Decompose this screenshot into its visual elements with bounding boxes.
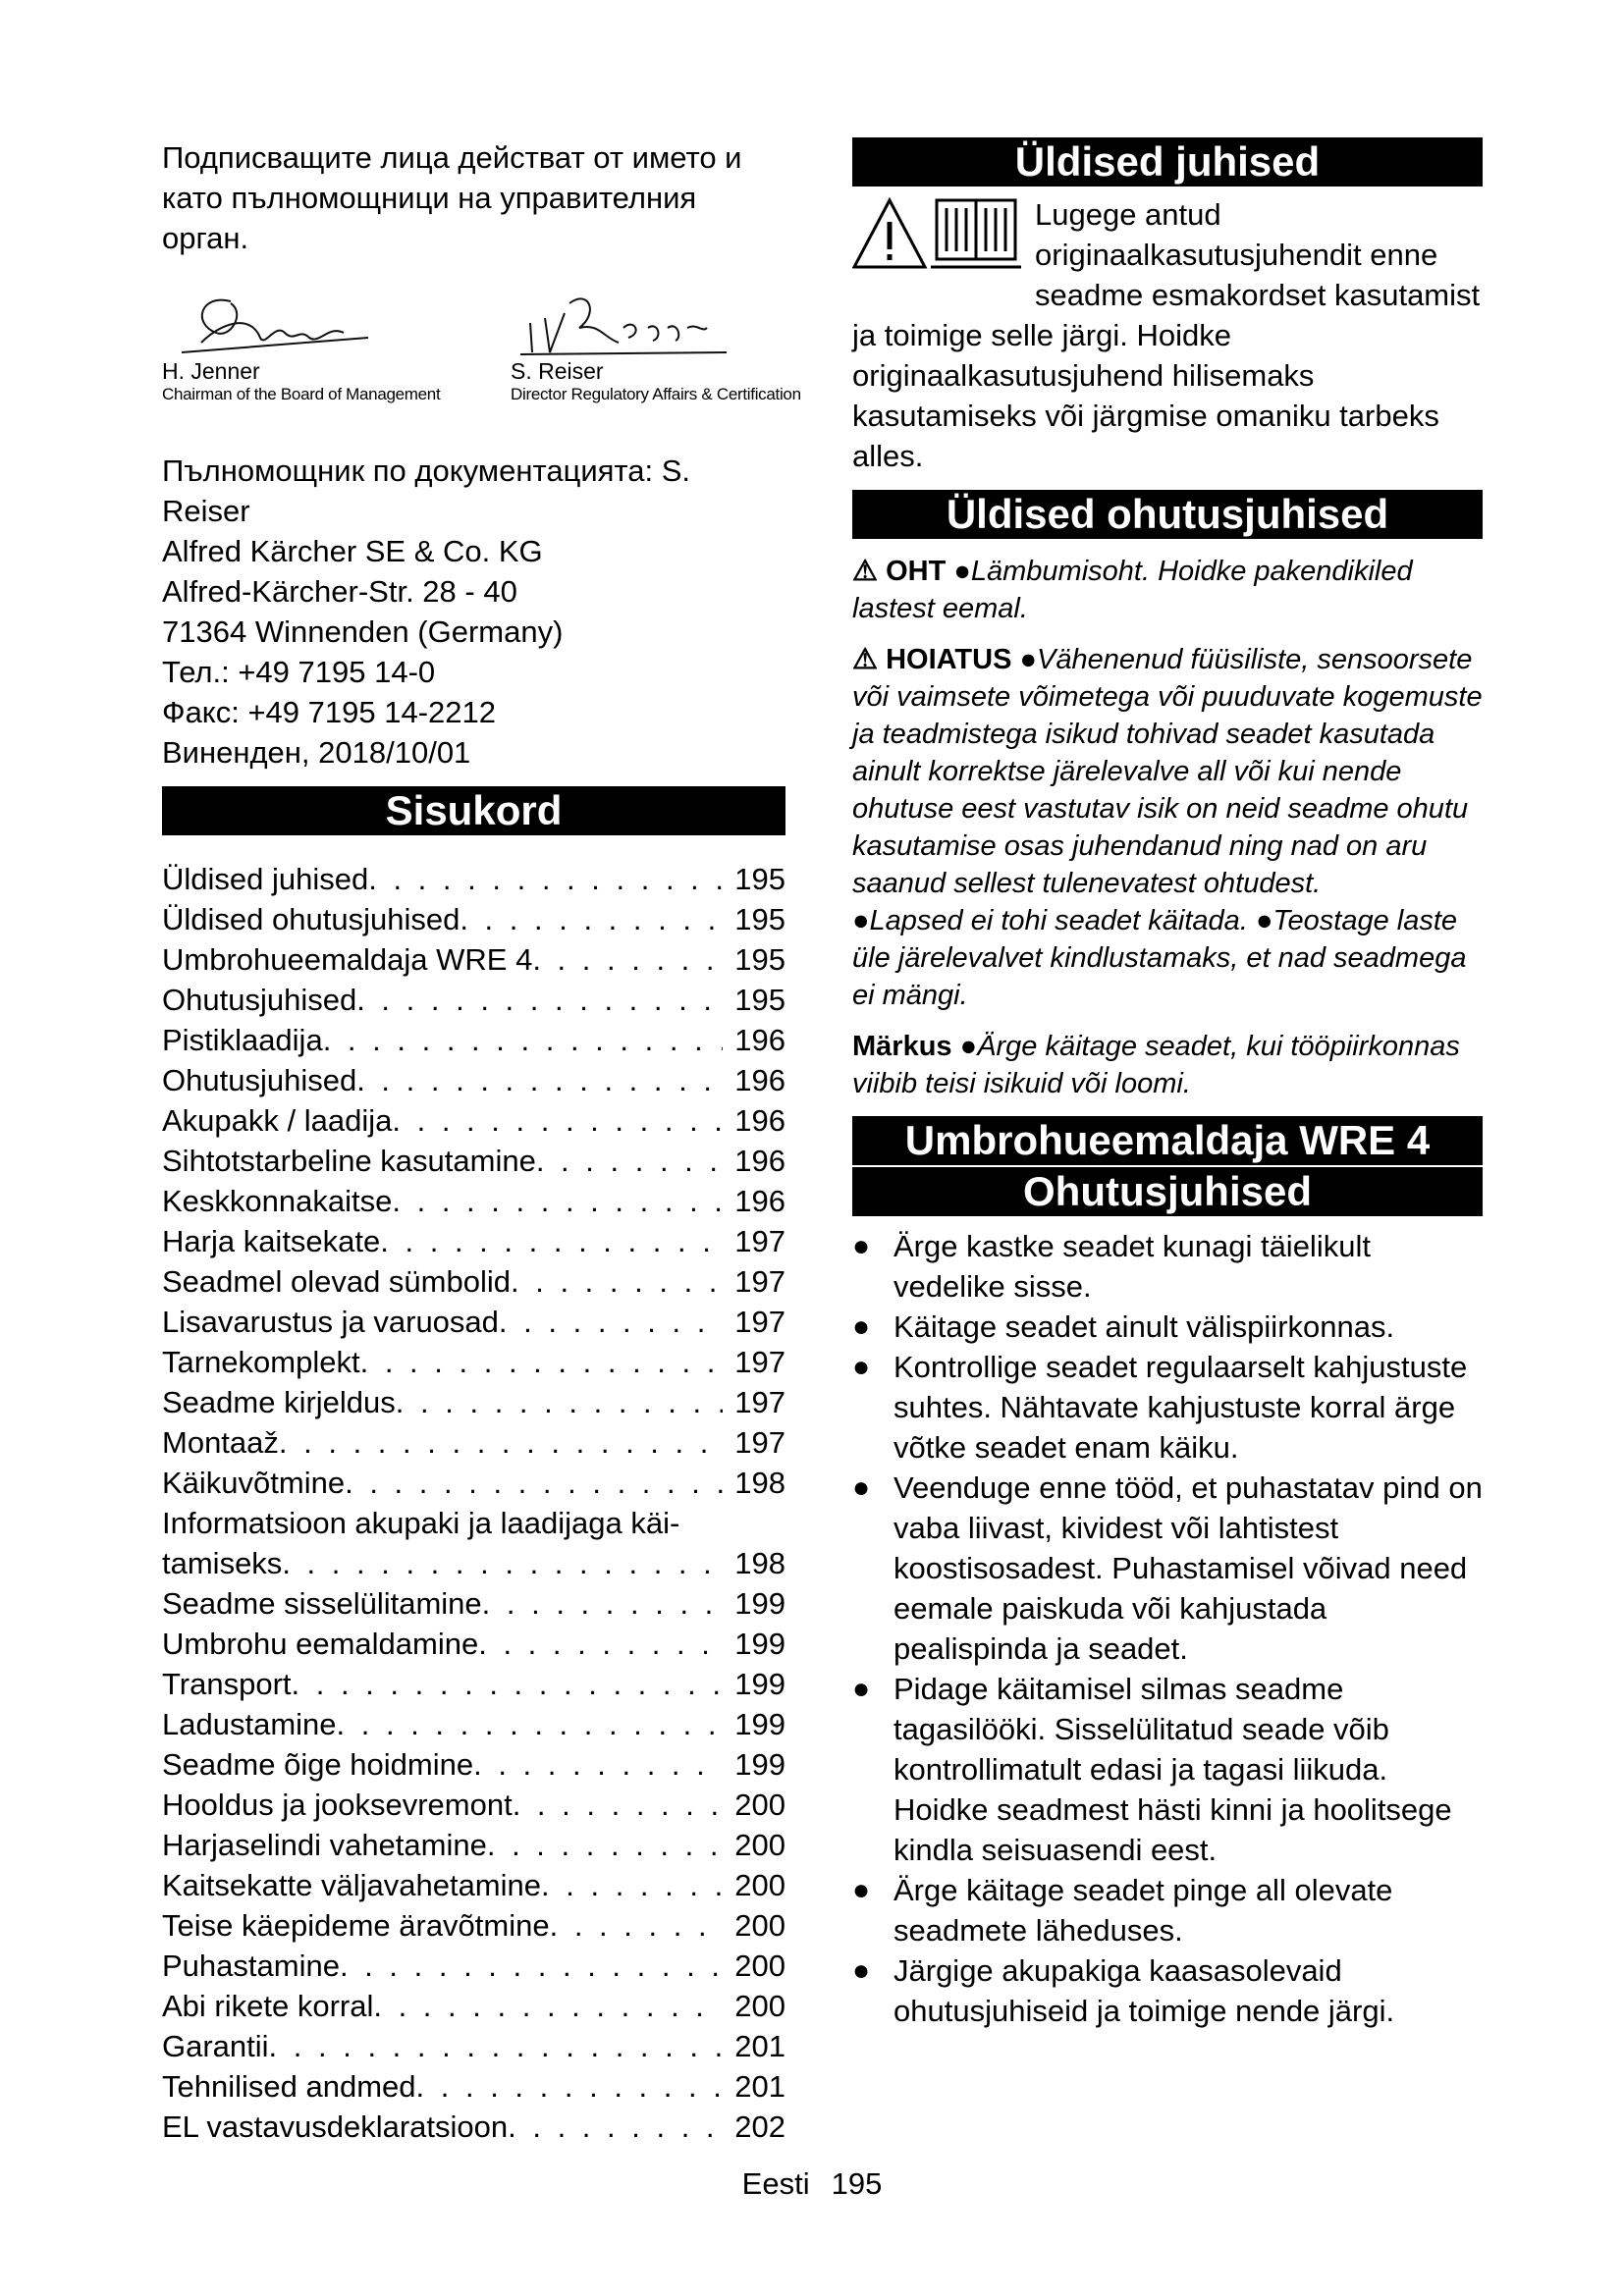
toc-entry[interactable]: Transport . . . 199 (162, 1664, 785, 1704)
general-instructions-heading: Üldised juhised (852, 137, 1483, 187)
signatory-title: Director Regulatory Affairs & Certification (511, 385, 801, 403)
bullet-icon: ● (852, 1673, 871, 1705)
list-item: ● Pidage käitamisel silmas seadme tagasilööki. Sisselülitatud seade võib kontrollimatult edasi ja tagasi liikuda. Hoidke seadmest hästi kinni ja hoolitsege kindla seisuasendi eest. (852, 1669, 1483, 1870)
warning-text-children: Lapsed ei tohi seadet käitada. (869, 905, 1248, 936)
bullet-icon: ● (852, 1954, 871, 1987)
handwritten-signature-jenner (162, 284, 398, 362)
bullet-icon: ● (852, 1351, 871, 1383)
list-item: ● Veenduge enne tööd, et puhastatav pind on vaba liivast, kividest või lahtistest koostisosadest. Puhastamisel võivad need eemale paiskuda või kahjustada pealispinda ja seadet. (852, 1468, 1483, 1669)
toc-entry[interactable]: Lisavarustus ja varuosad . . . 197 (162, 1302, 785, 1342)
warning-text-supervision: Teostage laste üle järelevalvet kindlustamaks, et nad seadmega ei mängi. (852, 905, 1467, 1011)
toc-entry[interactable]: Harja kaitsekate . . . 197 (162, 1221, 785, 1261)
toc-entry[interactable]: Sihtotstarbeline kasutamine . . . 196 (162, 1141, 785, 1181)
list-item: ● Ärge käitage seadet pinge all olevate seadmete läheduses. (852, 1870, 1483, 1950)
contact-line: 71364 Winnenden (Germany) (162, 614, 564, 649)
list-item: ● Järgige akupakiga kaasasolevaid ohutusjuhiseid ja toimige nende järgi. (852, 1950, 1483, 2031)
note-label: Märkus (852, 1031, 952, 1062)
general-instructions (852, 194, 1483, 476)
toc-entry[interactable]: EL vastavusdeklaratsioon . . . 202 (162, 2107, 785, 2147)
contact-line: Виненден, 2018/10/01 (162, 735, 471, 770)
warning-and-manual-icons (852, 194, 1029, 277)
toc-entry[interactable]: Pistiklaadija . . . 196 (162, 1020, 785, 1060)
list-item: ● Käitage seadet ainult välispiirkonnas. (852, 1307, 1483, 1347)
danger-text: Lämbumisoht. Hoidke pakendikiled lastest eemal. (852, 556, 1413, 624)
toc-entry[interactable]: Seadme kirjeldus . . . 197 (162, 1382, 785, 1422)
warning-text: Vähenenud füüsiliste, sensoorsete või vaimsete võimetega või puuduvate kogemuste ja teadmistega isikud tohivad seadet kasutada ainult korrektse järelevalve all või kui nende ohutuse eest vastutav isik on neid seadme ohutu kasutamise osas juhendanud ning nad on aru saanud sellest tulenevatest ohtudest. (852, 644, 1483, 899)
manual-book-icon (931, 200, 1021, 267)
page-number: 195 (831, 2166, 883, 2201)
danger-label: OHT (886, 556, 947, 587)
bullet-icon: ● (852, 1230, 871, 1262)
note-text: Ärge käitage seadet, kui tööpiirkonnas viibib teisi isikuid või loomi. (852, 1031, 1460, 1099)
signature-jenner (162, 284, 476, 405)
footer-language: Eesti (741, 2166, 810, 2201)
contact-block (162, 451, 785, 773)
danger-notice: ⚠ OHT ●Lämbumisoht. Hoidke pakendikiled lastest eemal. (852, 556, 1413, 624)
toc-entry[interactable]: Montaaž . . . 197 (162, 1422, 785, 1463)
toc-entry[interactable]: Hooldus ja jooksevremont . . . 200 (162, 1785, 785, 1825)
note-notice: Märkus ●Ärge käitage seadet, kui tööpiirkonnas viibib teisi isikuid või loomi. (852, 1031, 1460, 1099)
signatory-title: Chairman of the Board of Management (162, 385, 441, 403)
page-footer (0, 2164, 1624, 2204)
toc-entry[interactable]: Ladustamine . . . 199 (162, 1704, 785, 1744)
warning-triangle-icon (854, 200, 925, 267)
warning-notice: ⚠ HOIATUS ●Vähenenud füüsiliste, sensoorsete või vaimsete võimetega või puuduvate kogemuste ja teadmistega isikud tohivad seadet kasutada ainult korrektse järelevalve all või kui nende ohutuse eest vastutav isik on neid seadme ohutu kasutamise osas juhendanud ning nad on aru saanud sellest tulenevatest ohtudest. ●Lapsed ei tohi seadet käitada. ●Teostage laste üle järelevalvet kindlustamaks, et nad seadmega ei mängi. (852, 644, 1483, 1011)
toc-entry[interactable]: Seadme õige hoidmine . . . 199 (162, 1744, 785, 1785)
contact-line: Alfred-Kärcher-Str. 28 - 40 (162, 574, 517, 609)
toc-entry[interactable]: Umbrohueemaldaja WRE 4 . . . 195 (162, 939, 785, 980)
toc-entry[interactable]: Abi rikete korral . . . 200 (162, 1986, 785, 2026)
safety-instructions-list (852, 1226, 1483, 2031)
toc-entry[interactable]: Puhastamine . . . 200 (162, 1946, 785, 1986)
contact-line: Пълномощник по документацията: S. Reiser (162, 454, 691, 528)
left-column (162, 137, 801, 2147)
contact-line: Тел.: +49 7195 14-0 (162, 655, 436, 689)
toc-entry[interactable]: Tehnilised andmed . . . 201 (162, 2066, 785, 2107)
list-item: ● Ärge kastke seadet kunagi täielikult vedelike sisse. (852, 1226, 1483, 1307)
warning-triangle-icon: ⚠ (852, 556, 878, 587)
toc-entry[interactable]: Harjaselindi vahetamine . . . 200 (162, 1825, 785, 1865)
toc-entry[interactable]: Ohutusjuhised . . . 196 (162, 1060, 785, 1100)
toc-entry[interactable]: Seadmel olevad sümbolid . . . 197 (162, 1261, 785, 1302)
toc-entry[interactable]: Ohutusjuhised . . . 195 (162, 980, 785, 1020)
toc-entry[interactable]: Teise käepideme äravõtmine . . . 200 (162, 1905, 785, 1946)
signatory-statement: Подписващите лица действат от името и като пълномощници на управителния орган. (162, 140, 742, 255)
table-of-contents (162, 859, 785, 2147)
signature-block (162, 284, 801, 441)
warning-label: HOIATUS (886, 644, 1012, 675)
signatory-name: H. Jenner (162, 358, 260, 384)
list-item: ● Kontrollige seadet regulaarselt kahjustuste suhtes. Nähtavate kahjustuste korral ärge võtke seadet enam käiku. (852, 1347, 1483, 1468)
toc-entry[interactable]: Tarnekomplekt . . . 197 (162, 1342, 785, 1382)
toc-entry[interactable]: Informatsioon akupaki ja laadijaga käi- tamiseks . . . 198 (162, 1503, 785, 1583)
warning-triangle-icon: ⚠ (852, 644, 878, 675)
toc-entry[interactable]: Garantii . . . 201 (162, 2026, 785, 2066)
product-heading: Umbrohueemaldaja WRE 4 (852, 1116, 1483, 1165)
toc-entry[interactable]: Kaitsekatte väljavahetamine . . . 200 (162, 1865, 785, 1905)
toc-entry[interactable]: Üldised juhised . . . 195 (162, 859, 785, 899)
handwritten-signature-reiser (511, 284, 736, 362)
signature-reiser (511, 284, 801, 405)
toc-entry[interactable]: Seadme sisselülitamine . . . 199 (162, 1583, 785, 1624)
contact-line: Alfred Kärcher SE & Co. KG (162, 534, 543, 568)
general-instructions-text: Lugege antud originaalkasutusjuhendit enne seadme esmakordset kasutamist ja toimige selle järgi. Hoidke originaalkasutusjuhend hilisemaks kasutamiseks või järgmise omaniku tarbeks alles. (852, 197, 1481, 473)
toc-entry[interactable]: Keskkonnakaitse . . . 196 (162, 1181, 785, 1221)
toc-entry[interactable]: Üldised ohutusjuhised . . . 195 (162, 899, 785, 939)
bullet-icon: ● (852, 1310, 871, 1343)
signatory-name: S. Reiser (511, 358, 604, 384)
general-safety-heading: Üldised ohutusjuhised (852, 490, 1483, 539)
toc-entry[interactable]: Umbrohu eemaldamine . . . 199 (162, 1624, 785, 1664)
bullet-icon: ● (852, 1874, 871, 1906)
bullet-icon: ● (852, 1471, 871, 1504)
toc-heading: Sisukord (162, 786, 785, 835)
safety-instructions-heading: Ohutusjuhised (852, 1167, 1483, 1216)
right-column (852, 137, 1483, 2031)
toc-entry[interactable]: Käikuvõtmine . . . 198 (162, 1463, 785, 1503)
contact-line: Факс: +49 7195 14-2212 (162, 695, 496, 729)
toc-entry[interactable]: Akupakk / laadija . . . 196 (162, 1100, 785, 1141)
